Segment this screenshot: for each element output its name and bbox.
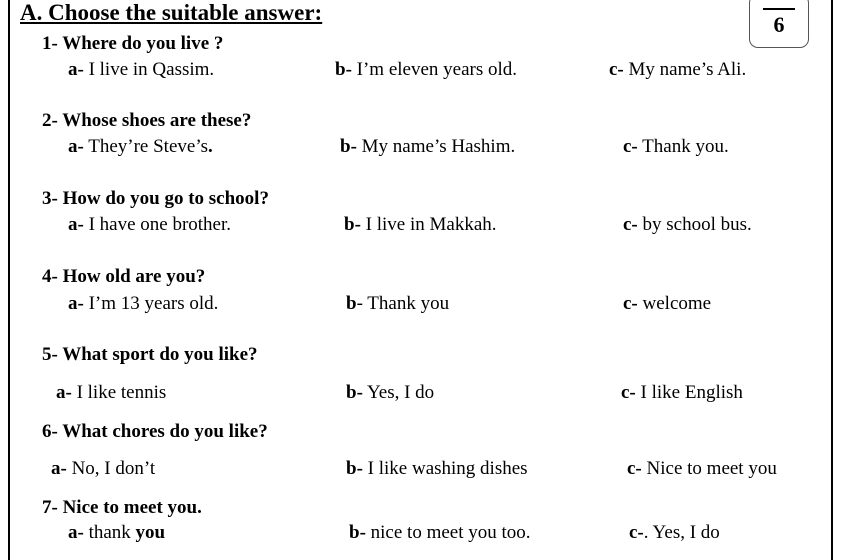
question-6-option-b[interactable] <box>346 457 528 481</box>
question-4-option-b[interactable] <box>346 292 449 316</box>
option-text: I like tennis <box>71 382 167 403</box>
option-text: I have one brother. <box>83 214 232 235</box>
question-3-option-b[interactable] <box>344 213 497 237</box>
option-letter: c- <box>609 59 624 80</box>
score-box <box>749 0 809 48</box>
option-text-suffix: you <box>135 522 166 543</box>
option-text: nice to meet you too. <box>365 522 531 543</box>
question-7-option-c[interactable] <box>629 521 720 545</box>
score-value: 6 <box>773 12 785 37</box>
option-letter: c- <box>623 293 638 314</box>
option-text: I live in Makkah. <box>360 214 497 235</box>
question-4-option-c[interactable] <box>623 292 711 316</box>
option-letter: c- <box>627 458 642 479</box>
option-letter: c- <box>623 136 638 157</box>
option-text: Thank you. <box>637 136 729 157</box>
option-letter: c- <box>621 382 636 403</box>
option-text-suffix: . <box>208 136 213 157</box>
option-text: My name’s Hashim. <box>356 136 516 157</box>
question-5-option-c[interactable] <box>621 381 743 405</box>
option-text: No, I don’t <box>66 458 156 479</box>
question-1-option-b[interactable] <box>335 58 517 82</box>
option-letter: c- <box>623 214 638 235</box>
option-text: by school bus. <box>637 214 752 235</box>
question-2-option-b[interactable] <box>340 135 515 159</box>
option-letter: a- <box>68 59 84 80</box>
option-letter: b- <box>346 382 363 403</box>
question-2-option-c[interactable] <box>623 135 729 159</box>
question-6-option-c[interactable] <box>627 457 777 481</box>
section-title: A. Choose the suitable answer: <box>20 0 323 25</box>
option-letter: b- <box>349 522 366 543</box>
question-7: 7- Nice to meet you. <box>42 497 202 518</box>
question-6: 6- What chores do you like? <box>42 421 268 442</box>
option-text: My name’s Ali. <box>623 59 747 80</box>
option-text: I’m eleven years old. <box>351 59 518 80</box>
option-text: I like washing dishes <box>362 458 528 479</box>
question-3-option-c[interactable] <box>623 213 752 237</box>
option-text: I’m 13 years old. <box>83 293 219 314</box>
option-letter: b- <box>346 458 363 479</box>
option-letter: a- <box>51 458 67 479</box>
option-text: welcome <box>637 293 712 314</box>
option-text: I live in Qassim. <box>83 59 215 80</box>
option-letter: a- <box>56 382 72 403</box>
option-text: - Thank you <box>356 293 450 314</box>
option-letter: b- <box>335 59 352 80</box>
score-blank-line <box>763 8 795 10</box>
question-5-option-b[interactable] <box>346 381 434 405</box>
question-5-option-a[interactable] <box>56 381 166 405</box>
option-letter: b- <box>344 214 361 235</box>
question-2-option-a[interactable] <box>68 135 213 159</box>
question-5: 5- What sport do you like? <box>42 344 258 365</box>
question-4: 4- How old are you? <box>42 266 206 287</box>
question-7-option-b[interactable] <box>349 521 531 545</box>
option-text: thank <box>83 522 136 543</box>
option-text: I like English <box>635 382 743 403</box>
question-1-option-c[interactable] <box>609 58 746 82</box>
option-letter: a- <box>68 522 84 543</box>
option-letter: a- <box>68 293 84 314</box>
option-text: They’re Steve’s <box>83 136 208 157</box>
option-letter: c- <box>629 522 644 543</box>
question-1: 1- Where do you live ? <box>42 33 224 54</box>
option-text: Nice to meet you <box>641 458 777 479</box>
question-1-option-a[interactable] <box>68 58 214 82</box>
option-letter: b- <box>340 136 357 157</box>
option-letter: b <box>346 293 357 314</box>
question-4-option-a[interactable] <box>68 292 218 316</box>
page-border-left <box>8 0 10 560</box>
option-text: Yes, I do <box>362 382 435 403</box>
question-2: 2- Whose shoes are these? <box>42 110 252 131</box>
question-3: 3- How do you go to school? <box>42 188 269 209</box>
question-3-option-a[interactable] <box>68 213 231 237</box>
page-border-right <box>831 0 833 560</box>
option-text: . Yes, I do <box>643 522 720 543</box>
option-letter: a- <box>68 214 84 235</box>
question-6-option-a[interactable] <box>51 457 155 481</box>
question-7-option-a[interactable] <box>68 521 165 545</box>
option-letter: a- <box>68 136 84 157</box>
